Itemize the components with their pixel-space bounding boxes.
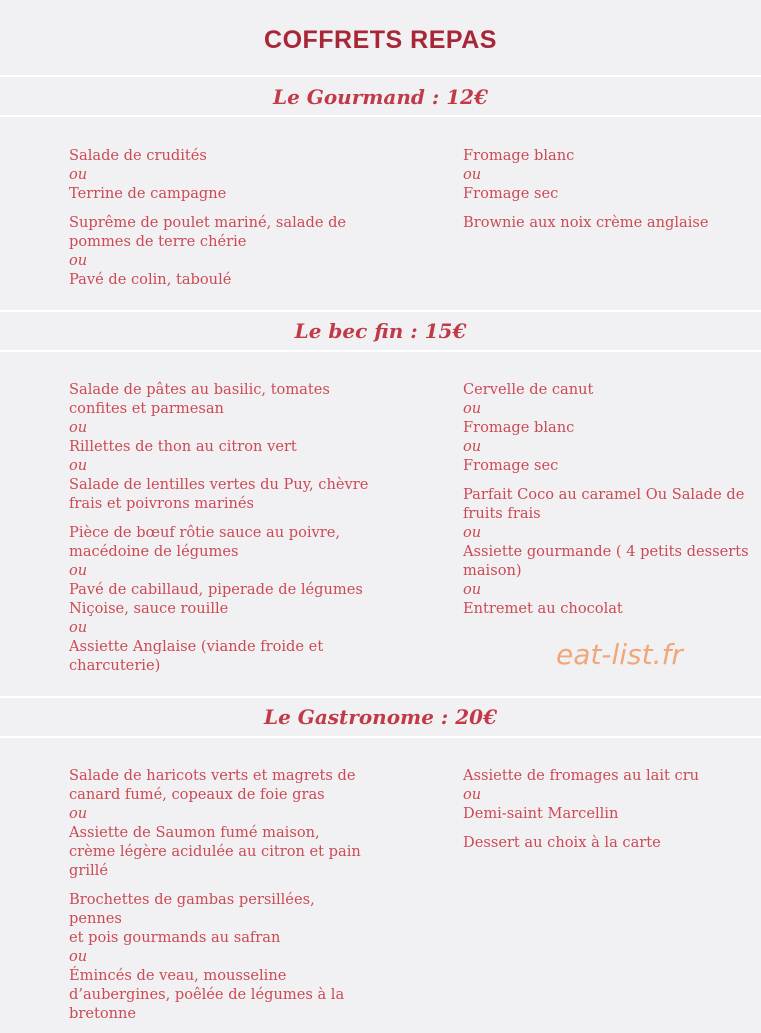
section-heading-gastronome: Le Gastronome : 20€ bbox=[264, 705, 497, 729]
menu-item: Émincés de veau, mousseline bbox=[69, 967, 287, 984]
menu-or-separator: ou bbox=[69, 166, 88, 183]
menu-item: canard fumé, copeaux de foie gras bbox=[69, 786, 325, 803]
menu-item: Salade de pâtes au basilic, tomates bbox=[69, 381, 330, 398]
menu-item: Demi-saint Marcellin bbox=[463, 805, 619, 822]
menu-item: pommes de terre chérie bbox=[69, 233, 247, 250]
menu-item: Niçoise, sauce rouille bbox=[69, 600, 229, 617]
menu-item: Pavé de colin, taboulé bbox=[69, 271, 232, 288]
menu-item: Fromage blanc bbox=[463, 419, 575, 436]
menu-column-right bbox=[463, 380, 753, 628]
menu-or-separator: ou bbox=[463, 166, 482, 183]
menu-item: Salade de crudités bbox=[69, 147, 207, 164]
menu-item: grillé bbox=[69, 862, 108, 879]
menu-or-separator: ou bbox=[69, 948, 88, 965]
menu-item: macédoine de légumes bbox=[69, 543, 239, 560]
menu-item: confites et parmesan bbox=[69, 400, 224, 417]
menu-item: frais et poivrons marinés bbox=[69, 495, 255, 512]
menu-item: Brochettes de gambas persillées, pennes bbox=[69, 891, 315, 927]
menu-course-group bbox=[69, 380, 369, 513]
menu-item: fruits frais bbox=[463, 505, 541, 522]
menu-or-separator: ou bbox=[463, 438, 482, 455]
menu-course-group bbox=[463, 833, 753, 852]
menu-or-separator: ou bbox=[69, 805, 88, 822]
menu-item: Salade de lentilles vertes du Puy, chèvre bbox=[69, 476, 369, 493]
menu-column-left bbox=[69, 146, 369, 299]
menu-item: Fromage sec bbox=[463, 457, 559, 474]
menu-item: Terrine de campagne bbox=[69, 185, 227, 202]
section-heading-gourmand: Le Gourmand : 12€ bbox=[273, 85, 488, 109]
menu-item: Rillettes de thon au citron vert bbox=[69, 438, 297, 455]
menu-column-right bbox=[463, 146, 753, 242]
menu-course-group bbox=[69, 146, 369, 203]
menu-item: et pois gourmands au safran bbox=[69, 929, 281, 946]
menu-column-left bbox=[69, 766, 369, 1033]
page-title: COFFRETS REPAS bbox=[264, 26, 497, 54]
menu-item: Assiette Anglaise (viande froide et bbox=[69, 638, 324, 655]
menu-item: Assiette gourmande ( 4 petits desserts bbox=[463, 543, 749, 560]
menu-or-separator: ou bbox=[69, 457, 88, 474]
menu-item: crème légère acidulée au citron et pain bbox=[69, 843, 361, 860]
menu-item: Pavé de cabillaud, piperade de légumes bbox=[69, 581, 363, 598]
menu-item: Pièce de bœuf rôtie sauce au poivre, bbox=[69, 524, 341, 541]
menu-item: Entremet au chocolat bbox=[463, 600, 623, 617]
menu-course-group bbox=[69, 766, 369, 880]
menu-item: Suprême de poulet mariné, salade de bbox=[69, 214, 347, 231]
menu-course-group bbox=[69, 890, 369, 1023]
menu-or-separator: ou bbox=[69, 562, 88, 579]
menu-course-group bbox=[69, 213, 369, 289]
menu-course-group bbox=[463, 485, 753, 618]
menu-or-separator: ou bbox=[463, 400, 482, 417]
menu-course-group bbox=[463, 213, 753, 232]
menu-item: Parfait Coco au caramel Ou Salade de bbox=[463, 486, 745, 503]
menu-item: d’aubergines, poêlée de légumes à la bbox=[69, 986, 345, 1003]
menu-course-group bbox=[463, 146, 753, 203]
menu-column-left bbox=[69, 380, 369, 685]
menu-item: Dessert au choix à la carte bbox=[463, 834, 661, 851]
menu-column-right bbox=[463, 766, 753, 862]
menu-item: Brownie aux noix crème anglaise bbox=[463, 214, 709, 231]
menu-item: maison) bbox=[463, 562, 522, 579]
menu-course-group bbox=[69, 523, 369, 675]
menu-or-separator: ou bbox=[463, 524, 482, 541]
menu-or-separator: ou bbox=[463, 786, 482, 803]
menu-course-group bbox=[463, 380, 753, 475]
menu-item: Cervelle de canut bbox=[463, 381, 594, 398]
menu-or-separator: ou bbox=[463, 581, 482, 598]
menu-item: Fromage blanc bbox=[463, 147, 575, 164]
menu-item: Assiette de fromages au lait cru bbox=[463, 767, 700, 784]
menu-or-separator: ou bbox=[69, 419, 88, 436]
menu-or-separator: ou bbox=[69, 252, 88, 269]
menu-item: bretonne bbox=[69, 1005, 137, 1022]
menu-item: Salade de haricots verts et magrets de bbox=[69, 767, 356, 784]
section-heading-bec-fin: Le bec fin : 15€ bbox=[294, 319, 467, 343]
menu-course-group bbox=[463, 766, 753, 823]
watermark-text: eat-list.fr bbox=[556, 638, 683, 671]
menu-item: Assiette de Saumon fumé maison, bbox=[69, 824, 320, 841]
menu-or-separator: ou bbox=[69, 619, 88, 636]
menu-item: Fromage sec bbox=[463, 185, 559, 202]
menu-item: charcuterie) bbox=[69, 657, 161, 674]
